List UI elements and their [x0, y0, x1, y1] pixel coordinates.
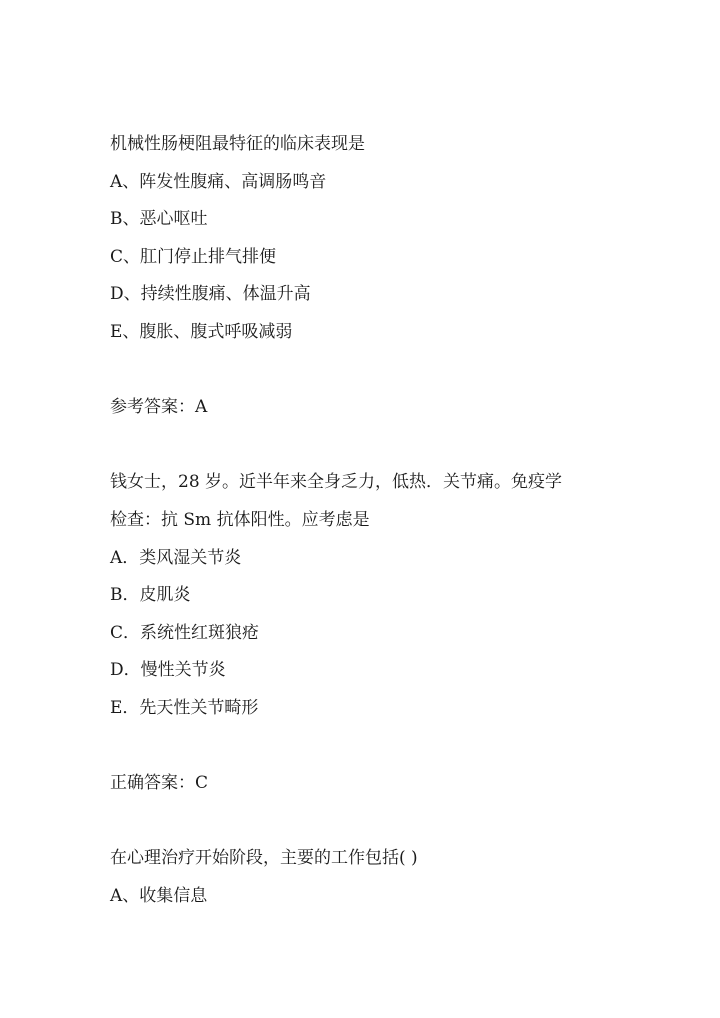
question-1 [110, 126, 630, 464]
option-e: E、腹胀、腹式呼吸减弱 [110, 321, 293, 342]
option-d: D、持续性腹痛、体温升高 [110, 284, 311, 305]
option-b: B．皮肌炎 [110, 585, 191, 606]
answer-line: 正确答案：C [110, 773, 209, 794]
question-2 [110, 464, 630, 840]
question-stem-line-2: 检查：抗 Sm 抗体阳性。应考虑是 [110, 509, 370, 530]
option-d: D．慢性关节炎 [110, 660, 226, 681]
option-a: A、收集信息 [110, 885, 208, 906]
option-a: A．类风湿关节炎 [110, 547, 242, 568]
question-stem: 在心理治疗开始阶段，主要的工作包括( ) [110, 848, 418, 869]
option-b: B、恶心呕吐 [110, 209, 208, 230]
option-c: C．系统性红斑狼疮 [110, 622, 260, 643]
option-a: A、阵发性腹痛、高调肠鸣音 [110, 171, 327, 192]
question-3 [110, 840, 630, 915]
document-page [110, 126, 630, 915]
question-stem-line-1: 钱女士，28 岁。近半年来全身乏力，低热．关节痛。免疫学 [110, 472, 563, 493]
answer-line: 参考答案：A [110, 397, 208, 418]
option-e: E．先天性关节畸形 [110, 697, 259, 718]
question-stem: 机械性肠梗阻最特征的临床表现是 [110, 134, 365, 154]
option-c: C、肛门停止排气排便 [110, 246, 277, 267]
